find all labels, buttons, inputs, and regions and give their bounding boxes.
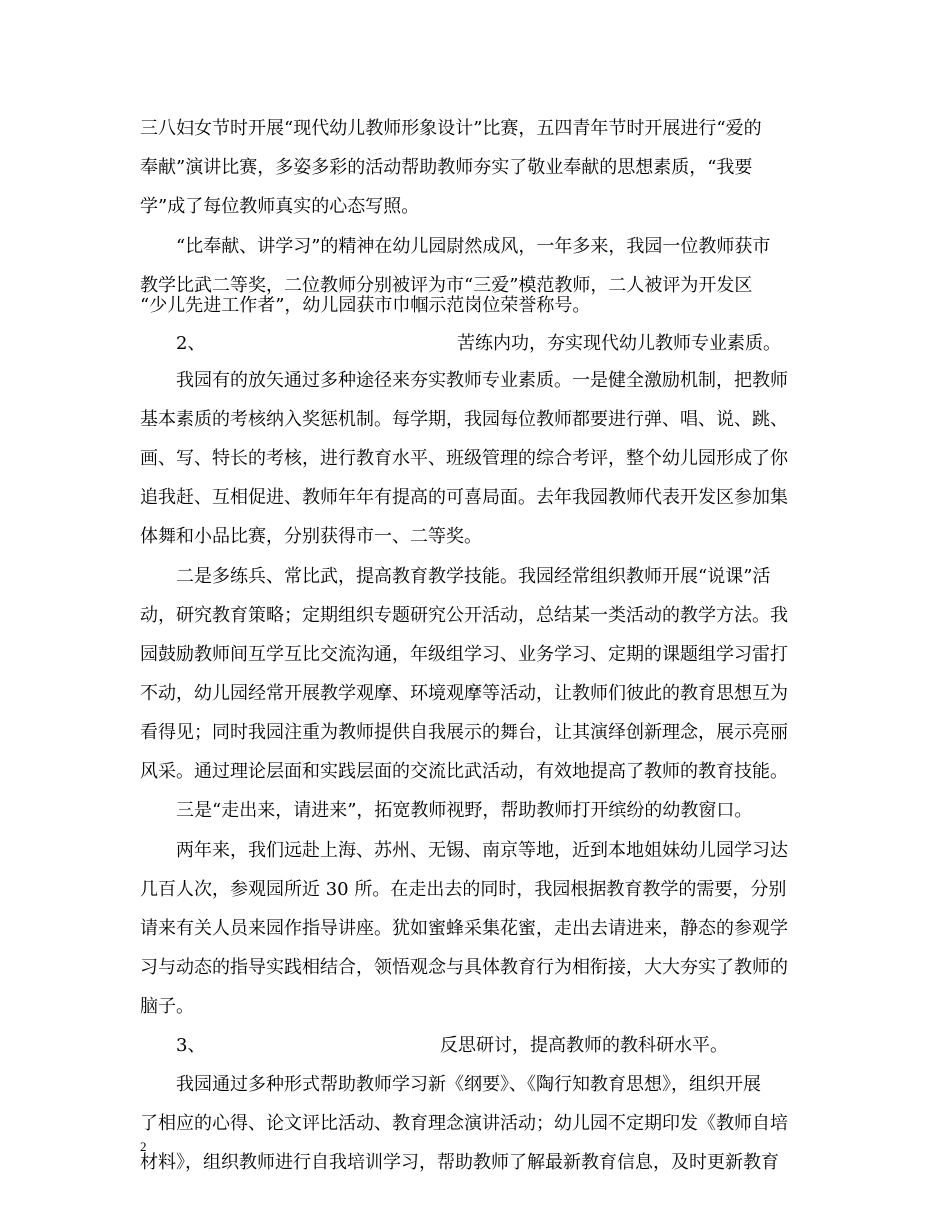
page-number: 2 xyxy=(140,1139,147,1154)
paragraph-line: 二是多练兵、常比武，提高教育教学技能。我园经常组织教师开展“说课”活 xyxy=(176,566,771,587)
section-number-3: 3、 xyxy=(176,1035,206,1056)
paragraph-line: 材料》，组织教师进行自我培训学习，帮助教师了解最新教育信息，及时更新教育 xyxy=(140,1152,779,1173)
paragraph-line: 动，研究教育策略；定期组织专题研究公开活动，总结某一类活动的教学方法。我 xyxy=(140,605,788,626)
paragraph-line: “比奉献、讲学习”的精神在幼儿园尉然成风，一年多来，我园一位教师获市 xyxy=(176,236,771,257)
paragraph-line: 了相应的心得、论文评比活动、教育理念演讲活动；幼儿园不定期印发《教师自培 xyxy=(140,1113,788,1134)
paragraph-line: 不动，幼儿园经常开展教学观摩、环境观摩等活动，让教师们彼此的教育思想互为 xyxy=(140,683,788,704)
paragraph-line: 三八妇女节时开展“现代幼儿教师形象设计”比赛，五四青年节时开展进行“爱的 xyxy=(140,118,762,139)
paragraph-line: 教学比武二等奖，二位教师分别被评为市“三爱”模范教师，二人被评为开发区 xyxy=(140,275,753,296)
paragraph-line: 习与动态的指导实践相结合，领悟观念与具体教育行为相衔接，大大夯实了教师的 xyxy=(140,957,788,978)
paragraph-line: 体舞和小品比赛，分别获得市一、二等奖。 xyxy=(140,526,482,547)
section-heading-2: 苦练内功，夯实现代幼儿教师专业素质。 xyxy=(457,333,781,354)
paragraph-line: 园鼓励教师间互学互比交流沟通，年级组学习、业务学习、定期的课题组学习雷打 xyxy=(140,644,788,665)
paragraph-line: 风采。通过理论层面和实践层面的交流比武活动，有效地提高了教师的教育技能。 xyxy=(140,761,788,782)
paragraph-line: 请来有关人员来园作指导讲座。犹如蜜蜂采集花蜜，走出去请进来，静态的参观学 xyxy=(140,918,788,939)
paragraph-line: 三是“走出来，请进来”，拓宽教师视野，帮助教师打开缤纷的幼教窗口。 xyxy=(176,800,753,821)
section-heading-3: 反思研讨，提高教师的教科研水平。 xyxy=(440,1035,728,1056)
paragraph-line: 我园通过多种形式帮助教师学习新《纲要》、《陶行知教育思想》，组织开展 xyxy=(176,1074,761,1095)
paragraph-line: 看得见；同时我园注重为教师提供自我展示的舞台，让其演绎创新理念，展示亮丽 xyxy=(140,722,788,743)
paragraph-line: 画、写、特长的考核，进行教育水平、班级管理的综合考评，整个幼儿园形成了你 xyxy=(140,448,788,469)
paragraph-line: 学”成了每位教师真实的心态写照。 xyxy=(140,196,420,217)
paragraph-line: 两年来，我们远赴上海、苏州、无锡、南京等地，近到本地姐妹幼儿园学习达 xyxy=(176,840,788,861)
paragraph-line: 几百人次，参观园所近 30 所。在走出去的同时，我园根据教育教学的需要，分别 xyxy=(140,879,787,900)
paragraph-line: “少儿先进工作者”，幼儿园获市巾帼示范岗位荣誉称号。 xyxy=(140,295,591,316)
paragraph-line: 基本素质的考核纳入奖惩机制。每学期，我园每位教师都要进行弹、唱、说、跳、 xyxy=(140,409,788,430)
section-number-2: 2、 xyxy=(176,333,206,354)
paragraph-line: 追我赶、互相促进、教师年年有提高的可喜局面。去年我园教师代表开发区参加集 xyxy=(140,487,788,508)
paragraph-line: 脑子。 xyxy=(140,996,194,1017)
paragraph-line: 我园有的放矢通过多种途径来夯实教师专业素质。一是健全激励机制，把教师 xyxy=(176,370,788,391)
paragraph-line: 奉献”演讲比赛，多姿多彩的活动帮助教师夯实了敬业奉献的思想素质，“我要 xyxy=(140,157,753,178)
